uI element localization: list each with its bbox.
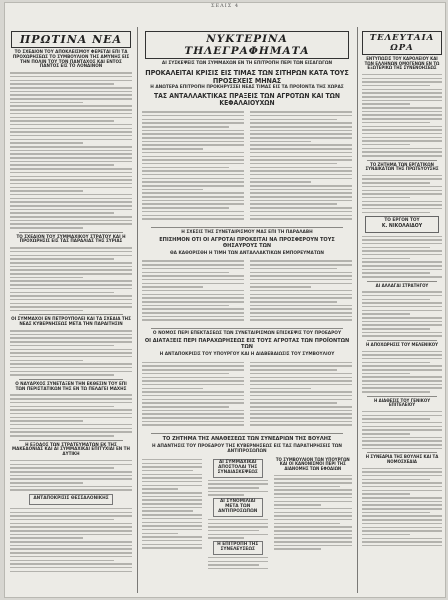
center-column	[141, 27, 353, 593]
right-article-3-body	[362, 236, 442, 278]
right-headline-3: ΑΙ ΑΛΛΑΓΑΙ ΣΤΡΑΤΗΓΟΥ	[375, 283, 429, 289]
right-article-6-body	[362, 411, 442, 449]
center-top-article-col-1	[142, 111, 244, 222]
right-headline-4: Η ΑΠΟΧΩΡΗΣΙΣ ΤΟΥ ΜΕΛΕΝΙΚΟΥ	[366, 342, 438, 348]
left-headline-2: ΤΟ ΣΧΕΔΙΟΝ ΤΟΥ ΣΥΜΜΑΧΙΚΟΥ ΣΤΡΑΤΟΥ ΚΑΙ Η ΠΡΟΧΩΡΗΣΙΣ ΕΙΣ ΤΑΣ ΠΑΡΑΛΙΑΣ ΤΗΣ ΣΥΡΙΑΣ	[16, 234, 126, 245]
center-second-headline: ΤΑΣ ΑΝΤΑΛΛΑΚΤΙΚΑΣ ΠΡΑΞΕΙΣ ΤΩΝ ΑΓΡΟΤΩΝ ΚΑΙ ΤΩΝ ΚΕΦΑΛΑΙΟΥΧΩΝ	[154, 92, 340, 108]
center-small-box-2	[213, 498, 263, 517]
center-mid-kicker: Η ΣΧΕΣΙΣ ΤΗΣ ΣΥΝΕΤΑΙΡΙΣΜΟΥ ΜΑΣ ΕΠΙ ΤΗ ΠΑΡΑΛΑΒΗ	[181, 229, 313, 235]
center-small-box-1-text: ΑΙ ΣΥΜΜΑΧΙΚΑΙ ΑΠΟΣΤΟΛΑΙ ΤΗΣ ΣΥΝΔΙΑΣΚΕΨΕΩΣ	[217, 459, 258, 475]
center-banner-text: ΝΥΚΤΕΡΙΝΑ ΤΗΛΕΓΡΑΦΗΜΑΤΑ	[184, 33, 310, 57]
divider	[19, 232, 123, 233]
center-bottom-col-3	[273, 457, 353, 572]
right-headline-6: Η ΣΥΝΕΔΡΙΑ ΤΗΣ ΒΟΥΛΗΣ ΚΑΙ ΤΑ ΝΟΜΟΣΧΕΔΙΑ	[365, 455, 439, 465]
divider	[367, 340, 437, 341]
center-small-box-1	[213, 459, 263, 478]
center-lower-article	[141, 360, 353, 430]
center-bottom-col-1	[141, 457, 203, 572]
page-top-marker: ΣΕΛΙΣ 4	[210, 3, 240, 9]
divider	[151, 433, 343, 434]
left-article-2-body	[10, 247, 132, 311]
left-article-4-body	[10, 394, 132, 436]
left-article-3-body	[10, 330, 132, 376]
center-top-kicker: ΑΙ ΣΥΣΚΕΨΕΙΣ ΤΩΝ ΣΥΜΜΑΧΩΝ ΕΝ ΤΗ ΕΠΙΤΡΟΠΗ ΠΕΡΙ ΤΩΝ ΕΙΣΑΓΩΓΩΝ	[161, 61, 333, 66]
center-bottom-col-3-body	[274, 475, 352, 550]
center-lower-kicker: Ο ΝΟΜΟΣ ΠΕΡΙ ΕΠΕΚΤΑΣΕΩΣ ΤΩΝ ΣΥΝΕΤΑΙΡΙΣΜΩΝ ΕΠΙΣΚΕΨΙΣ ΤΟΥ ΠΡΟΕΔΡΟΥ	[152, 331, 342, 337]
center-small-box-3-text: Η ΕΠΙΤΡΟΠΗ ΤΗΣ ΣΥΝΕΛΕΥΣΕΩΣ	[217, 542, 259, 552]
divider	[19, 440, 123, 441]
center-banner	[145, 31, 349, 59]
divider	[367, 396, 437, 397]
right-headline-2: ΤΟ ΖΗΤΗΜΑ ΤΩΝ ΕΡΓΑΤΙΚΩΝ ΣΥΝΔΙΚΑΤΩΝ ΤΗΣ ΠΡΩΤΕΥΟΥΣΗΣ	[365, 162, 439, 173]
column-rule-right	[357, 27, 358, 593]
divider	[367, 281, 437, 282]
divider	[151, 227, 343, 228]
center-small-box-2-text: ΑΙ ΣΥΝΟΜΙΛΙΑΙ ΜΕΤΑ ΤΩΝ ΑΝΤΙΠΡΟΣΩΠΩΝ	[218, 499, 258, 514]
center-bottom-sub: Η ΑΠΑΝΤΗΣΙΣ ΤΟΥ ΠΡΟΕΔΡΟΥ ΤΗΣ ΚΥΒΕΡΝΗΣΕΩΣ ΕΙΣ ΤΑΣ ΠΑΡΑΤΗΡΗΣΕΙΣ ΤΩΝ ΑΝΤΙΠΡΟΣΩΠΩΝ	[152, 443, 342, 454]
center-bottom-col-2-body-c	[208, 557, 268, 570]
center-main-headline: ΠΡΟΚΑΛΕΙΤΑΙ ΚΡΙΣΙΣ ΕΙΣ ΤΙΜΑΣ ΤΩΝ ΣΙΤΗΡΩΝ ΚΑΤΑ ΤΟΥΣ ΠΡΟΣΕΧΕΙΣ ΜΗΝΑΣ	[145, 67, 349, 85]
divider	[19, 314, 123, 315]
center-subhead: Η ΑΝΩΤΕΡΑ ΕΠΙΤΡΟΠΗ ΠΡΟΚΗΡΥΣΣΕΙ ΝΕΑΣ ΤΙΜΑΣ ΕΙΣ ΤΑ ΠΡΟΪΟΝΤΑ ΤΗΣ ΧΩΡΑΣ	[150, 85, 344, 91]
center-small-box-3	[213, 541, 263, 555]
center-top-article-col-2	[250, 111, 352, 222]
left-article-6-body	[10, 508, 132, 572]
right-name-box-name: Κ. ΝΙΚΟΛΑΙΔΟΥ	[381, 223, 423, 230]
right-article-5-body	[362, 351, 442, 393]
left-headline-5: Η ΕΞΟΔΟΣ ΤΩΝ ΣΤΡΑΤΕΥΜΑΤΩΝ ΕΚ ΤΗΣ ΜΑΚΕΔΟΝΙΑΣ ΚΑΙ ΑΙ ΣΥΜΜΑΧΙΚΑΙ ΕΠΙΤΥΧΙΑΙ ΕΝ ΤΗ ΔΥΤΙΚΗ	[12, 442, 130, 458]
center-lower-headline: ΟΙ ΔΙΑΤΑΞΕΙΣ ΠΕΡΙ ΠΑΡΑΧΩΡΗΣΕΩΣ ΕΙΣ ΤΟΥΣ ΑΓΡΟΤΑΣ ΤΩΝ ΠΡΟΪΟΝΤΩΝ ΤΩΝ	[144, 338, 350, 350]
center-bottom-col-2-body-b	[208, 519, 268, 539]
newspaper-page	[4, 2, 446, 598]
divider	[19, 379, 123, 380]
center-bottom-col-2-body-a	[208, 480, 268, 496]
left-masthead-text: ΠΡΩΤΙΝΑ ΝΕΑ	[19, 33, 123, 46]
left-column	[9, 27, 133, 593]
left-article-5-body	[10, 460, 132, 491]
center-bottom-col-1-body	[142, 459, 202, 549]
left-headline-3: ΟΙ ΣΥΜΜΑΧΟΙ ΕΝ ΠΕΤΡΟΥΠΟΛΕΙ ΚΑΙ ΤΑ ΣΧΕΔΙΑ ΤΗΣ ΝΕΑΣ ΚΥΒΕΡΝΗΣΕΩΣ ΜΕΤΑ ΤΗΝ ΠΑΡΑΙΤΗΣΙΝ	[11, 317, 131, 328]
center-mid-article-col-2	[250, 260, 352, 323]
left-lead-headline: ΤΟ ΣΧΕΔΙΟΝ ΤΟΥ ΑΠΟΚΛΕΙΣΜΟΥ ΦΕΡΕΤΑΙ ΕΠΙ ΤΑ ΠΡΟΧΩΡΗΣΕΩΣ ΤΟ ΣΥΜΒΟΥΛΙΟΝ ΤΗΣ ΑΜΥΝΗΣ ΕΙΣ ΤΗΝ ΠΟΛΙΝ ΤΟΥ ΤΟΝ ΠΑΝΤΑΧΟΣ ΚΑΙ ΕΝΤΟΣ ΠΑΝΤΟΣ ΕΙΣ ΤΟ ΛΟΝΔΙΝΟΝ	[12, 50, 130, 70]
left-masthead	[11, 31, 131, 48]
right-article-2-body	[362, 175, 442, 213]
divider	[367, 160, 437, 161]
left-article-1-body	[10, 72, 132, 228]
center-top-article	[141, 109, 353, 224]
left-small-box-label: ΑΝΤΑΠΟΚΡΙΣΙΣ ΘΕΣΣΑΛΟΝΙΚΗΣ	[33, 495, 109, 501]
center-lower-article-col-2	[250, 362, 352, 428]
center-bottom-articles	[141, 457, 353, 572]
center-mid-article	[141, 258, 353, 325]
center-lower-article-col-1	[142, 362, 244, 428]
divider	[367, 452, 437, 453]
right-masthead	[362, 31, 442, 55]
right-name-box-label: ΤΟ ΕΡΓΟΝ ΤΟΥ	[384, 218, 420, 224]
center-mid-headline: ΕΠΙΣΗΜΟΝ ΟΤΙ ΟΙ ΑΓΡΟΤΑΙ ΠΡΟΚΕΙΤΑΙ ΝΑ ΠΡΟΣΦΕΡΟΥΝ ΤΟΥΣ ΘΗΣΑΥΡΟΥΣ ΤΩΝ	[159, 236, 335, 249]
right-article-1-body	[362, 74, 442, 157]
column-rule-left	[137, 27, 138, 593]
right-column	[361, 27, 443, 593]
center-bottom-headline: ΤΟ ΖΗΤΗΜΑ ΤΗΣ ΑΝΑΘΕΣΕΩΣ ΤΩΝ ΣΥΝΕΔΡΙΩΝ ΤΗΣ ΒΟΥΛΗΣ	[162, 436, 332, 443]
center-lower-sub: Η ΑΝΤΑΠΟΚΡΙΣΙΣ ΤΟΥ ΥΠΟΥΡΓΟΥ ΚΑΙ Η ΔΙΑΒΕΒΑΙΩΣΙΣ ΤΟΥ ΣΥΜΒΟΥΛΙΟΥ	[159, 351, 335, 357]
left-small-box	[29, 494, 113, 505]
divider	[151, 328, 343, 329]
right-headline-5: Η ΔΙΑΘΕΣΙΣ ΤΟΥ ΓΕΝΙΚΟΥ ΕΠΙΤΕΛΕΙΟΥ	[373, 398, 431, 409]
right-name-box	[365, 216, 439, 232]
right-article-4-body	[362, 291, 442, 337]
center-bottom-col-2	[207, 457, 269, 572]
right-masthead-text: ΤΕΛΕΥΤΑΙΑ ΩΡΑ	[369, 33, 435, 53]
right-lead-headline: ΕΝΤΥΠΩΣΙΣ ΤΟΥ ΚΑΡΟΛΕΙΟΥ ΚΑΙ ΤΩΝ ΕΛΛΗΝΩΝ ΟΜΟΓΕΝΩΝ ΕΝ ΤΩ ΕΞΩΤΕΡΙΚΩ ΤΗΣ ΣΥΝΕΝΟΗΣΕΩΣ	[364, 57, 440, 72]
left-headline-4: Ο ΝΑΥΑΡΧΟΣ ΣΥΝΕΤΑΞΕΝ ΤΗΝ ΕΚΘΕΣΙΝ ΤΟΥ ΕΠΙ ΤΩΝ ΠΕΡΙΣΤΑΤΙΚΩΝ ΤΗΣ ΕΝ ΤΩ ΠΕΛΑΓΕΙ ΜΑΧΗΣ	[15, 381, 127, 392]
right-article-7-body	[362, 468, 442, 547]
center-mid-sub: ΘΑ ΚΑΘΟΡΙΣΘΗ Η ΤΙΜΗ ΤΩΝ ΑΝΤΑΛΛΑΚΤΙΚΩΝ ΕΜΠΟΡΕΥΜΑΤΩΝ	[169, 250, 325, 256]
center-bottom-right-headline: ΤΟ ΣΥΜΒΟΥΛΙΟΝ ΤΩΝ ΥΠΟΥΡΓΩΝ ΚΑΙ ΟΙ ΚΑΝΟΝΙΣΜΟΙ ΠΕΡΙ ΤΗΣ ΔΙΑΝΟΜΗΣ ΤΩΝ ΕΦΟΔΙΩΝ	[275, 457, 350, 473]
center-mid-article-col-1	[142, 260, 244, 323]
